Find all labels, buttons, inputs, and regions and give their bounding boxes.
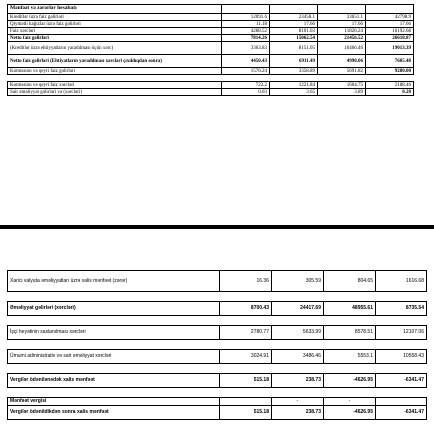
table-row — [8, 398, 427, 406]
table-row — [8, 271, 427, 292]
cell-value: 515.18 — [220, 374, 272, 388]
cell-value: 3358.89 — [270, 68, 318, 75]
cell-value: 24417.69 — [272, 302, 324, 316]
cell-value: 8578.51 — [324, 326, 376, 340]
row-label: Netto faiz gəlirləri (Ehtiyatların yaradılması xərcləri çıxıldıqdan sonra) — [8, 55, 222, 68]
cell-value: -4626.95 — [324, 374, 376, 388]
cell-value: 4288.52 — [222, 28, 270, 35]
cell-value: -6341.47 — [376, 374, 427, 388]
cell-value: 48955.61 — [324, 302, 376, 316]
income-statement-table-top — [7, 4, 414, 96]
row-label: Netto faiz gəlirləri — [8, 35, 222, 42]
cell-value: 1604.75 — [318, 82, 366, 89]
table-row — [8, 68, 414, 75]
cell-value: 4450.43 — [222, 55, 270, 68]
table-row — [8, 14, 414, 21]
cell-value: 722.2 — [222, 82, 270, 89]
cell-value: 3024.91 — [220, 350, 272, 364]
cell-value: 4990.06 — [318, 55, 366, 68]
row-label: Qiymətli kağızlar üzrə faiz gəlirləri — [8, 21, 222, 28]
cell-value: 23458.1 — [270, 14, 318, 21]
cell-value: 11826.24 — [318, 28, 366, 35]
row-label: Faiz xərcləri — [8, 28, 222, 35]
cell-value: 26618.87 — [366, 35, 414, 42]
cell-value: 8101.03 — [270, 28, 318, 35]
cell-value: 1221.84 — [270, 82, 318, 89]
statement-title: Mənfəət və zərərlər hesabatı — [8, 5, 222, 14]
row-label: Vergilər ödənilənədək xalis mənfəət — [8, 374, 220, 388]
row-label: Komission və qeyri faiz gəlirləri — [8, 68, 222, 75]
cell-value: 10558.43 — [376, 350, 427, 364]
cell-value: 0.03 — [222, 89, 270, 96]
cell-value: 3.89 — [318, 89, 366, 96]
cell-value: 8735.54 — [376, 302, 427, 316]
row-label: Mənfəət vergisi — [8, 398, 220, 406]
row-label: Komission və qeyri faiz xərcləri — [8, 82, 222, 89]
table-row — [8, 42, 414, 55]
cell-value: 17.66 — [318, 21, 366, 28]
cell-value: 8151.05 — [270, 42, 318, 55]
cell-value: 11.18 — [222, 21, 270, 28]
row-label: Vergilər ödənildikdən sonra xalis mənfəət — [8, 406, 220, 420]
table-row — [8, 406, 427, 420]
table-row — [8, 35, 414, 42]
table-row — [8, 326, 427, 340]
cell-value: 6911.49 — [270, 55, 318, 68]
cell-value: - — [272, 398, 324, 406]
cell-value: 16.36 — [220, 271, 272, 292]
cell-value: 515.18 — [220, 406, 272, 420]
section-divider — [0, 225, 434, 229]
table-row — [8, 55, 414, 68]
cell-value: 8700.43 — [220, 302, 272, 316]
cell-value: 3.65 — [270, 89, 318, 96]
table-row — [8, 21, 414, 28]
cell-value: 1576.24 — [222, 68, 270, 75]
cell-value: 238.73 — [272, 374, 324, 388]
cell-value: 17.66 — [270, 21, 318, 28]
cell-value: 42798.9 — [366, 14, 414, 21]
cell-value: 5633.99 — [272, 326, 324, 340]
table-row — [8, 89, 414, 96]
cell-value: 12091.6 — [222, 14, 270, 21]
cell-value: 7605.48 — [366, 55, 414, 68]
row-label: Xarici valyuta əməliyyatları üzrə xalis mənfəət (zərər) — [8, 271, 220, 292]
cell-value: 238.73 — [272, 406, 324, 420]
cell-value: 3486.46 — [272, 350, 324, 364]
cell-value: 5553.1 — [324, 350, 376, 364]
cell-value: 9280.00 — [366, 68, 414, 75]
cell-value: 804.65 — [324, 271, 376, 292]
cell-value: 2780.77 — [220, 326, 272, 340]
cell-value: 12107.06 — [376, 326, 427, 340]
table-row — [8, 374, 427, 388]
cell-value: -4626.95 — [324, 406, 376, 420]
cell-value: 3363.83 — [222, 42, 270, 55]
table-row — [8, 28, 414, 35]
row-label: İşçi heyətinin saxlanılması xərcləri — [8, 326, 220, 340]
income-statement-table-bottom — [7, 270, 427, 420]
table-row — [8, 302, 427, 316]
cell-value: -6341.47 — [376, 406, 427, 420]
row-label: Ümumi administrativ və sair əməliyyat xərcləri — [8, 350, 220, 364]
cell-value: 15062.54 — [270, 35, 318, 42]
table-row — [8, 350, 427, 364]
cell-value: 7814.26 — [222, 35, 270, 42]
row-label: Əməliyyat gəlirləri (xərcləri) — [8, 302, 220, 316]
row-label: Sair əməliyyat gəlirləri və (xərcləri) — [8, 89, 222, 96]
cell-value — [376, 398, 427, 406]
row-label: Kreditlər üzrə faiz gəlirləri — [8, 14, 222, 21]
cell-value: 1616.68 — [376, 271, 427, 292]
cell-value: 2188.46 — [366, 82, 414, 89]
table-row — [8, 82, 414, 89]
cell-value: 33651.1 — [318, 14, 366, 21]
cell-value: 21456.52 — [318, 35, 366, 42]
cell-value: 16192.68 — [366, 28, 414, 35]
cell-value: 305.59 — [272, 271, 324, 292]
row-label: (Kreditlər üzrə ehtiyyatların yaradılması üçün xərc) — [8, 42, 222, 55]
cell-value — [220, 398, 272, 406]
cell-value: 17.66 — [366, 21, 414, 28]
cell-value: 5691.82 — [318, 68, 366, 75]
cell-value: 0.28 — [366, 89, 414, 96]
cell-value: - — [324, 398, 376, 406]
cell-value: 16466.46 — [318, 42, 366, 55]
cell-value: 19013.39 — [366, 42, 414, 55]
